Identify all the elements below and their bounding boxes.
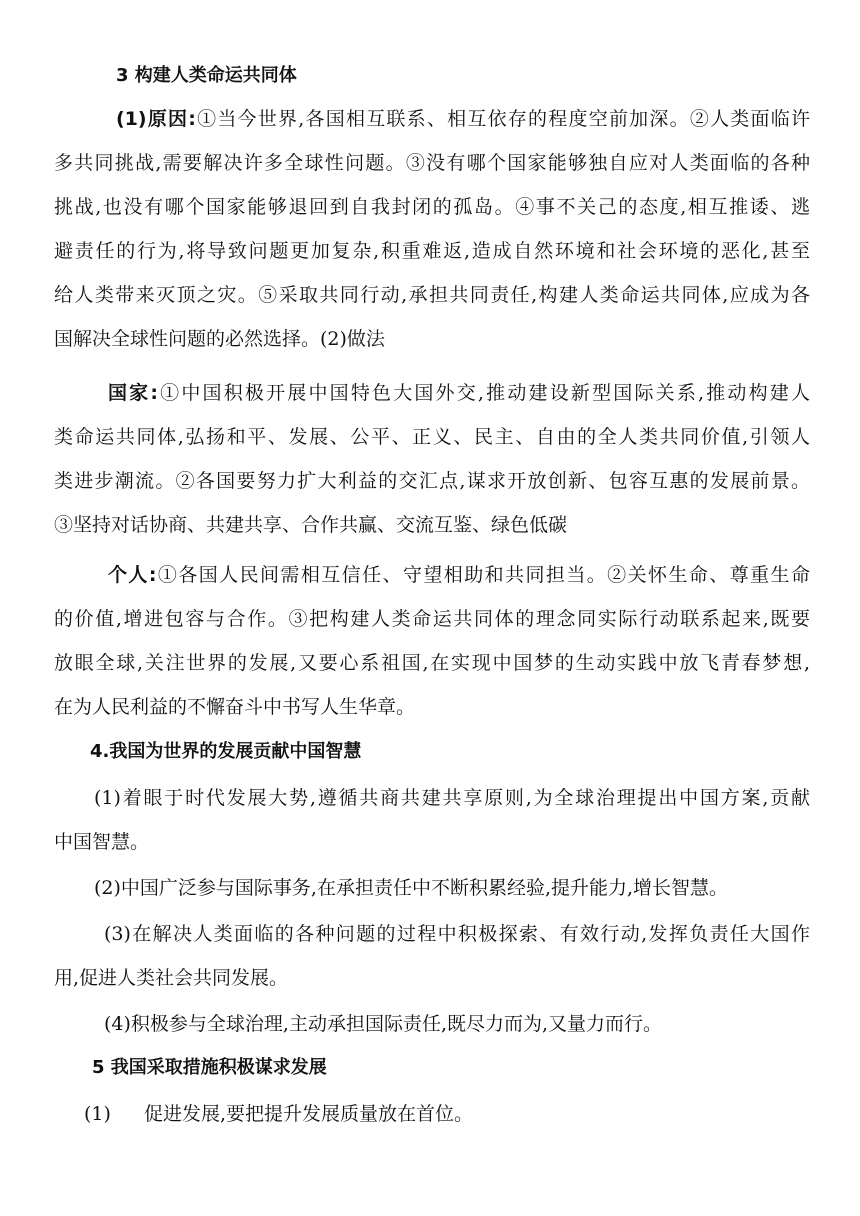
reason-line-2: 多共同挑战,需要解决许多全球性问题。③没有哪个国家能够独自应对人类面临的各种 <box>54 152 810 174</box>
reason-label: (1)原因: <box>116 108 196 130</box>
s4-p3-line-1: (3)在解决人类面临的各种问题的过程中积极探索、有效行动,发挥负责任大国作 <box>104 923 810 945</box>
individual-line-4: 在为人民利益的不懈奋斗中书写人生华章。 <box>54 696 416 718</box>
s4-p1-line-2: 中国智慧。 <box>54 831 150 853</box>
country-line-1: 国家:①中国积极开展中国特色大国外交,推动建设新型国际关系,推动构建人 <box>108 382 810 404</box>
individual-line-2: 的价值,增进包容与合作。③把构建人类命运共同体的理念同实际行动联系起来,既要 <box>54 608 810 630</box>
section-3-heading: 3 构建人类命运共同体 <box>116 65 297 86</box>
country-label: 国家: <box>108 382 158 404</box>
country-line-3: 类进步潮流。②各国要努力扩大利益的交汇点,谋求开放创新、包容互惠的发展前景。 <box>54 470 810 492</box>
reason-line-4: 避责任的行为,将导致问题更加复杂,积重难返,造成自然环境和社会环境的恶化,甚至 <box>54 240 810 262</box>
s5-item-1-text: 促进发展,要把提升发展质量放在首位。 <box>144 1103 474 1125</box>
reason-line-1: (1)原因:①当今世界,各国相互联系、相互依存的程度空前加深。②人类面临许 <box>116 108 810 130</box>
individual-label: 个人: <box>108 564 157 586</box>
s4-p1-line-1: (1)着眼于时代发展大势,遵循共商共建共享原则,为全球治理提出中国方案,贡献 <box>94 787 810 809</box>
s4-p2: (2)中国广泛参与国际事务,在承担责任中不断积累经验,提升能力,增长智慧。 <box>94 877 729 899</box>
reason-line-5: 给人类带来灭顶之灾。⑤采取共同行动,承担共同责任,构建人类命运共同体,应成为各 <box>54 284 810 306</box>
reason-line-3: 挑战,也没有哪个国家能够退回到自我封闭的孤岛。④事不关己的态度,相互推诿、逃 <box>54 196 810 218</box>
individual-line-3: 放眼全球,关注世界的发展,又要心系祖国,在实现中国梦的生动实践中放飞青春梦想, <box>54 652 810 674</box>
section-5-heading: 5 我国采取措施积极谋求发展 <box>92 1057 327 1078</box>
section-4-heading: 4.我国为世界的发展贡献中国智慧 <box>90 741 362 762</box>
individual-line-1: 个人:①各国人民间需相互信任、守望相助和共同担当。②关怀生命、尊重生命 <box>108 564 810 586</box>
country-line-2: 类命运共同体,弘扬和平、发展、公平、正义、民主、自由的全人类共同价值,引领人 <box>54 426 810 448</box>
reason-line-6: 国解决全球性问题的必然选择。(2)做法 <box>54 328 385 350</box>
s4-p3-line-2: 用,促进人类社会共同发展。 <box>54 967 289 989</box>
country-line-4: ③坚持对话协商、共建共享、合作共赢、交流互鉴、绿色低碳 <box>54 514 568 536</box>
s5-item-1-number: (1) <box>84 1103 111 1125</box>
s4-p4: (4)积极参与全球治理,主动承担国际责任,既尽力而为,又量力而行。 <box>104 1013 663 1035</box>
